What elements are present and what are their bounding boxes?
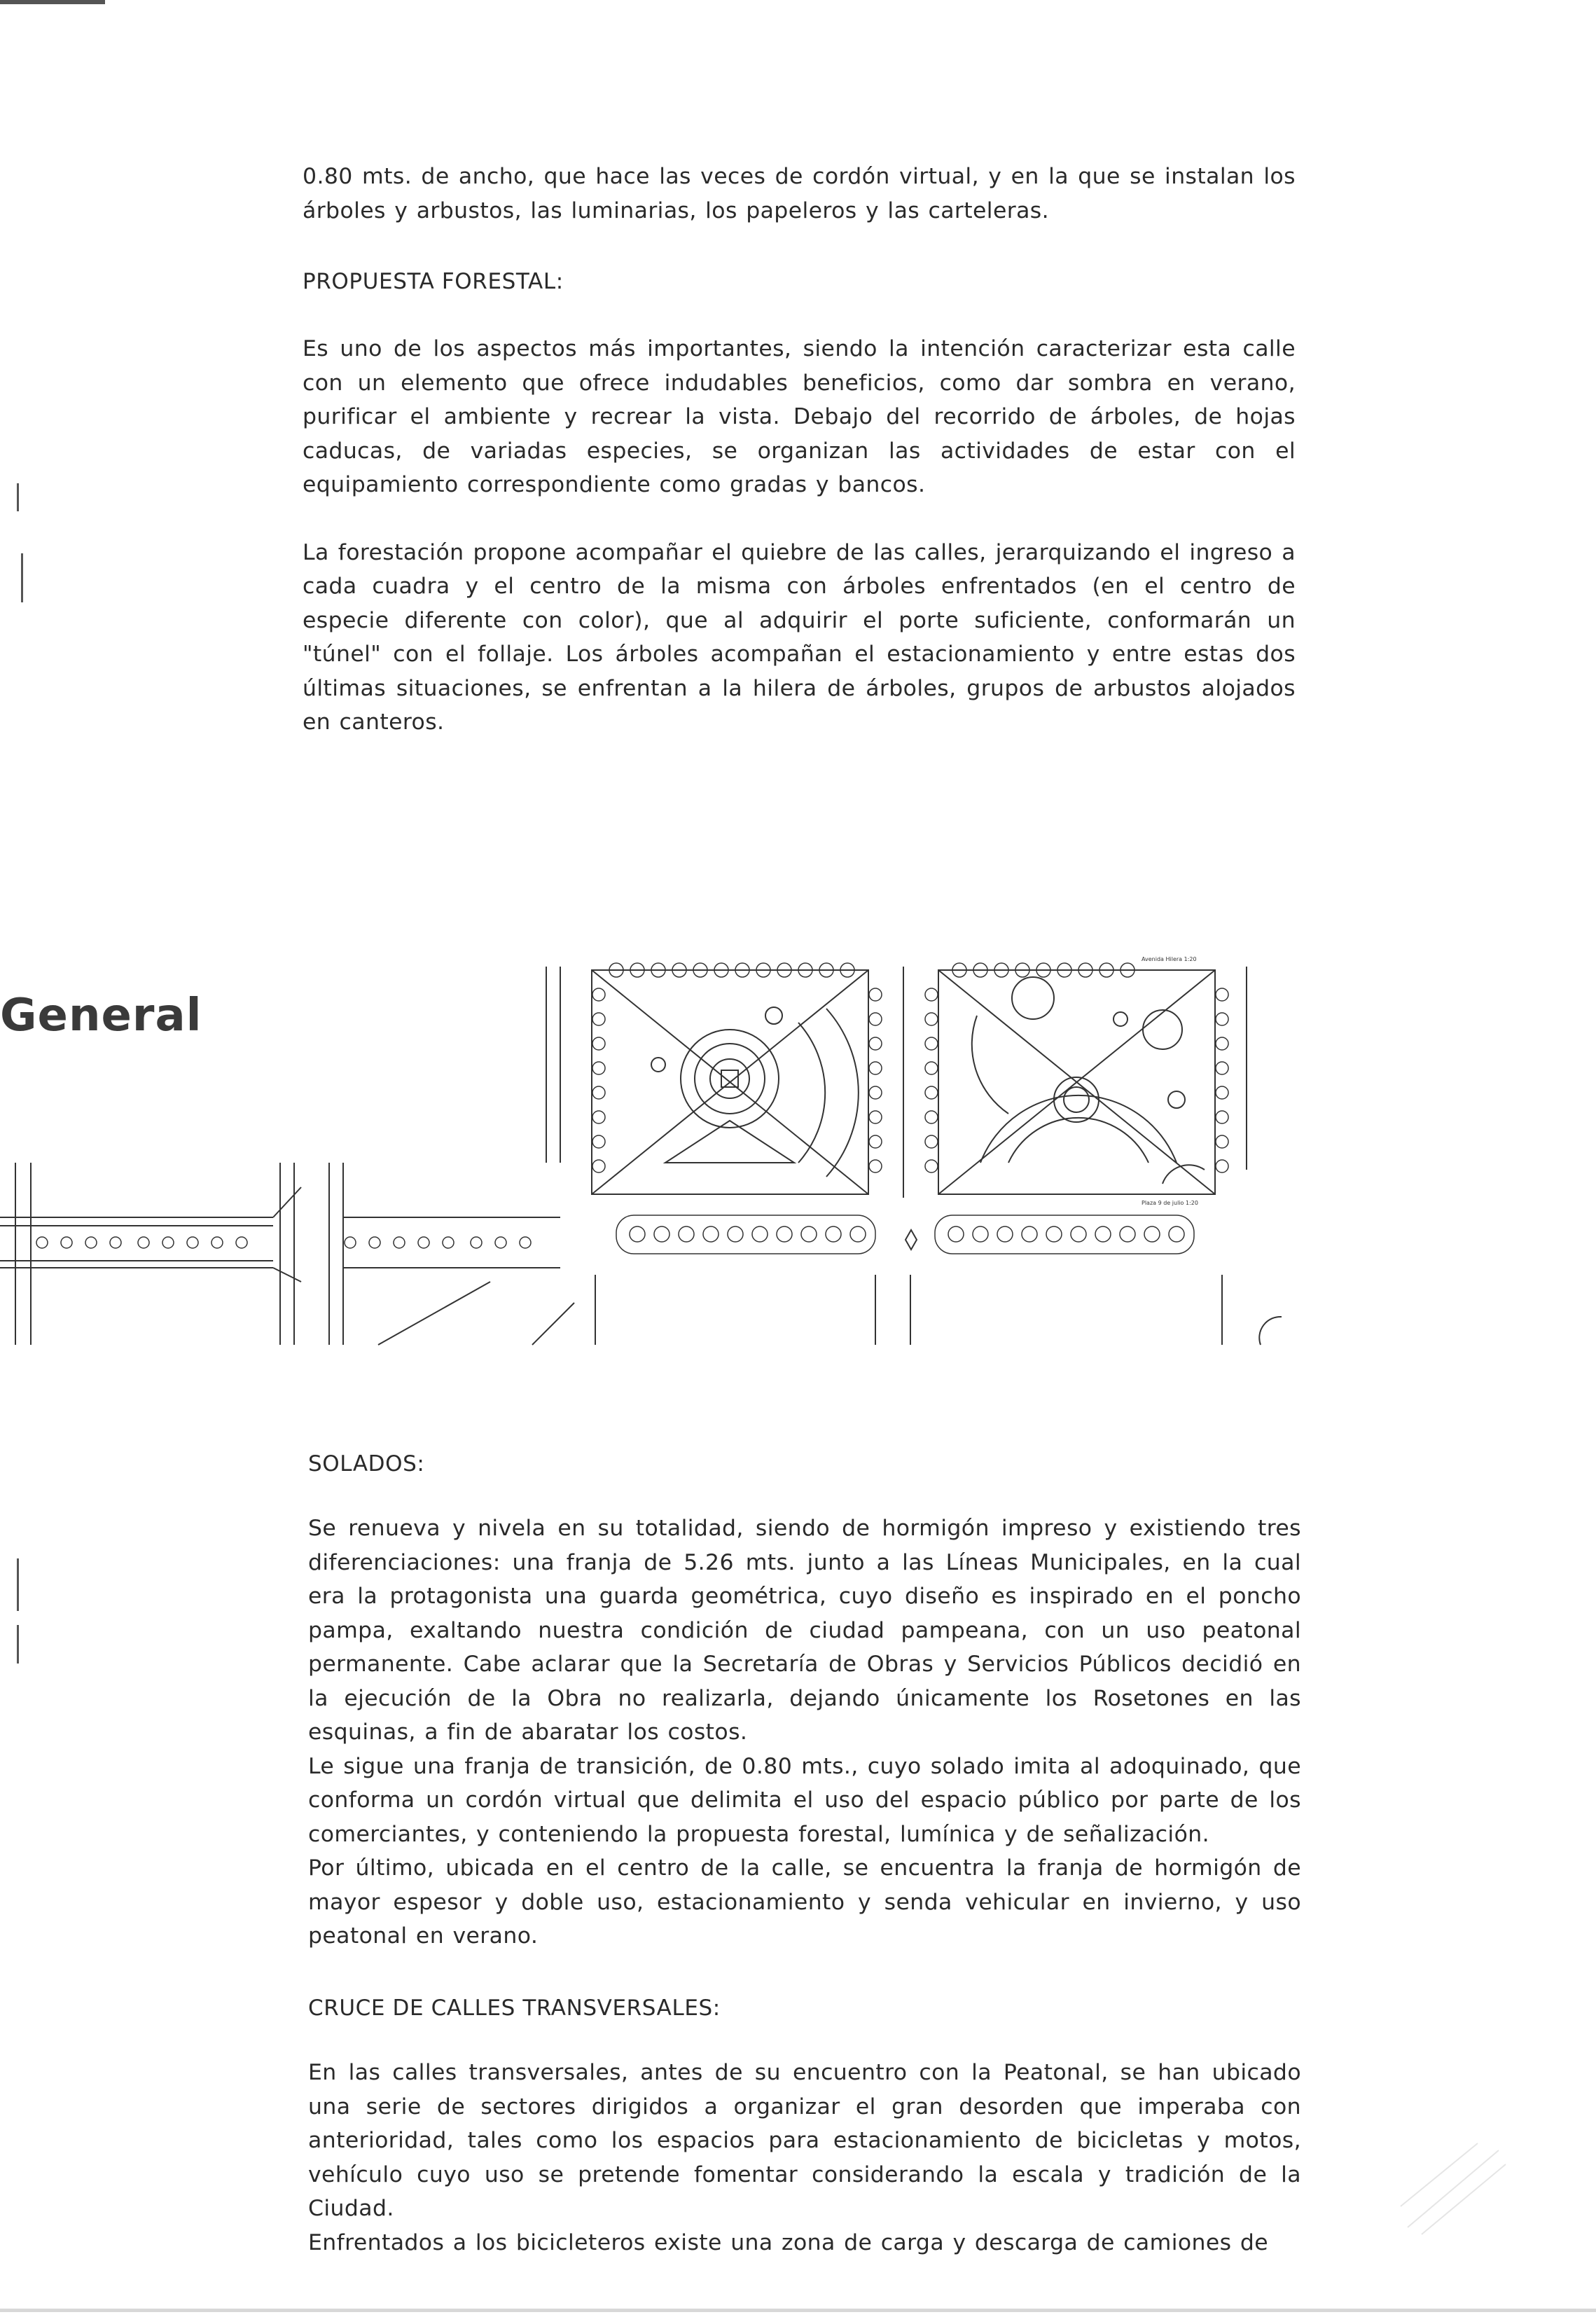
cruce-text-block — [308, 2056, 1301, 2260]
plan-label-bottom: Plaza 9 de julio 1:20 — [1142, 1200, 1198, 1206]
scan-edge-top — [0, 0, 105, 4]
solados-text-block — [308, 1512, 1301, 1953]
cross-street-1 — [15, 1163, 31, 1345]
street-segment-2 — [343, 1217, 574, 1345]
top-text-block — [303, 160, 1296, 228]
binding-mark — [17, 483, 19, 511]
heading-propuesta-forestal: PROPUESTA FORESTAL: — [303, 269, 564, 294]
heading-solados: SOLADOS: — [308, 1451, 425, 1476]
cruce-paragraph-2: Enfrentados a los bicicleteros existe una zona de carga y descarga de camiones de — [308, 2229, 1269, 2255]
heading-cruce-calles: CRUCE DE CALLES TRANSVERSALES: — [308, 1996, 721, 2021]
street-trees-left — [36, 1237, 531, 1248]
faint-watermark — [1394, 2136, 1513, 2241]
forestal-text-block — [303, 332, 1296, 740]
plaza-right — [925, 963, 1228, 1194]
section-title: General — [0, 990, 202, 1042]
pedestrian-street-left — [0, 1187, 301, 1282]
binding-mark — [17, 1625, 19, 1664]
solados-paragraph-2: Le sigue una franja de transición, de 0.80 mts., cuyo solado imita al adoquinado, que conforma un cordón virtual que delimita el uso del espacio público por parte de los comerciantes, y conteniendo la propuesta forestal, lumínica y de señalización. — [308, 1753, 1301, 1847]
binding-mark — [21, 553, 23, 602]
binding-mark — [17, 1558, 19, 1611]
solados-paragraph-3: Por último, ubicada en el centro de la calle, se encuentra la franja de hormigón de mayor espesor y doble uso, estacionamiento y senda vehicular en invierno, y uso peatonal en verano. — [308, 1855, 1301, 1949]
planter-rows — [616, 1215, 1194, 1254]
cruce-paragraph-1: En las calles transversales, antes de su encuentro con la Peatonal, se han ubicado una serie de sectores dirigidos a organizar el gran desorden que imperaba con anterioridad, tales como los espacios para estacionamiento de bicicletas y motos, vehículo cuyo uso se pretende fomentar considerando la escala y tradición de la Ciudad. — [308, 2060, 1301, 2221]
paragraph-continuation: 0.80 mts. de ancho, que hace las veces de cordón virtual, y en la que se instalan los árboles y arbustos, las luminarias, los papeleros y las carteleras. — [303, 164, 1296, 223]
forestal-paragraph-1: Es uno de los aspectos más importantes, siendo la intención caracterizar esta calle con un elemento que ofrece indudables beneficios, como dar sombra en verano, purificar el ambiente y recrear la vista. Debajo del recorrido de árboles, de hojas caducas, de variadas especies, se organizan las actividades de estar con el equipamiento correspondiente como gradas y bancos. — [303, 336, 1296, 497]
site-plan-drawing — [0, 953, 1282, 1359]
forestal-paragraph-2: La forestación propone acompañar el quiebre de las calles, jerarquizando el ingreso a cada cuadra y el centro de la misma con árboles enfrentados (en el centro de especie diferente con color), que al adquirir el porte suficiente, conformarán un "túnel" con el follaje. Los árboles acompañan el estacionamiento y entre estas dos últimas situaciones, se enfrentan a la hilera de árboles, grupos de arbustos alojados en canteros. — [303, 539, 1296, 735]
scan-edge-bottom — [0, 2309, 1596, 2312]
solados-paragraph-1: Se renueva y nivela en su totalidad, siendo de hormigón impreso y existiendo tres diferenciaciones: una franja de 5.26 mts. junto a las Líneas Municipales, en la cual era la protagonista una guarda geométrica, cuyo diseño es inspirado en el poncho pampa, exaltando nuestra condición de ciudad pampeana, con un uso peatonal permanente. Cabe aclarar que la Secretaría de Obras y Servicios Públicos decidió en la ejecución de la Obra no realizarla, dejando únicamente los Rosetones en las esquinas, a fin de abaratar los costos. — [308, 1516, 1301, 1745]
plaza-left — [592, 963, 882, 1194]
cross-street-2 — [280, 1163, 343, 1345]
plan-label-top: Avenida Hilera 1:20 — [1142, 956, 1197, 962]
